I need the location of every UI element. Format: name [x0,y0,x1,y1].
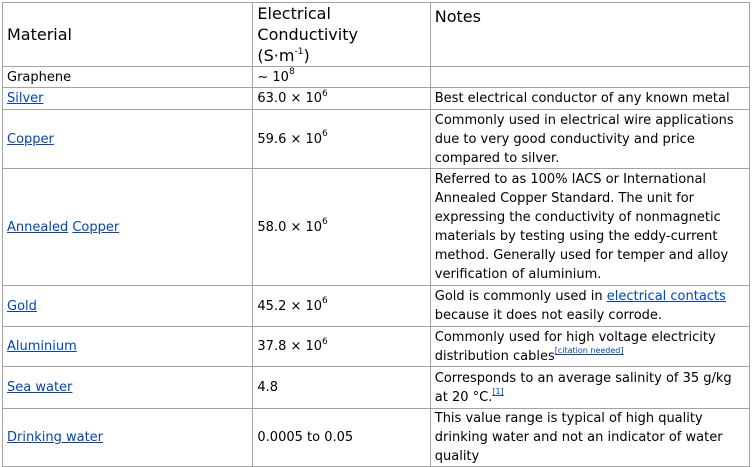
material-link-silver[interactable]: Silver [7,91,44,106]
header-material: Material [3,3,253,67]
material-cell [3,367,253,409]
table-row [3,367,750,409]
value-cell: $59.6 \times 10^6$ [253,110,430,169]
notes-cell: This value range is typical of high quality drinking water and not an indicator of water quality [430,409,749,467]
value-cell: $58.0 \times 10^6$ [253,169,430,286]
value-cell: $37.8 \times 10^6$ [253,327,430,367]
material-link-aluminium[interactable]: Aluminium [7,339,77,354]
table-row [3,169,750,286]
material-link-sea-water[interactable]: Sea water [7,380,73,395]
table-row [3,110,750,169]
material-cell: Graphene [3,67,253,88]
material-cell [3,169,253,286]
conductivity-table [2,2,750,467]
notes-cell: Referred to as 100% IACS or International Annealed Copper Standard. The unit for expressing the conductivity of nonmagnetic materials by testing using the eddy-current method. Generally used for temper and alloy verification of aluminium. [430,169,749,286]
value-cell: ~ $10^8$ [253,67,430,88]
table-row [3,409,750,467]
value-cell: $45.2 \times 10^6$ [253,286,430,327]
notes-cell: Best electrical conductor of any known metal [430,88,749,110]
material-cell [3,409,253,467]
material-cell [3,88,253,110]
notes-cell [430,67,749,88]
material-cell [3,286,253,327]
material-link-annealed[interactable]: Annealed [7,219,69,235]
notes-cell: Gold is commonly used in electrical contacts because it does not easily corrode. [430,286,749,327]
material-link-copper-2[interactable]: Copper [72,219,120,235]
value-cell: $63.0 \times 10^6$ [253,88,430,110]
notes-cell: Corresponds to an average salinity of 35 g/kg at 20 °C.[1] [430,367,749,409]
material-cell [3,327,253,367]
table-row [3,286,750,327]
header-notes: Notes [430,3,749,67]
table-row [3,67,750,88]
header-row [3,3,750,67]
table-row [3,327,750,367]
notes-cell: Commonly used for high voltage electricity distribution cables[citation needed] [430,327,749,367]
material-link-drinking-water[interactable]: Drinking water [7,430,104,445]
table-row [3,88,750,110]
electrical-contacts-link[interactable]: electrical contacts [606,289,726,304]
material-cell [3,110,253,169]
value-cell: 4.8 [253,367,430,409]
header-conductivity: Electrical Conductivity $(S\cdot m^{-1})$ [253,3,430,67]
value-cell: 0.0005 to 0.05 [253,409,430,467]
citation-link-1[interactable]: [1] [492,387,504,397]
citation-needed-link[interactable]: [citation needed] [554,346,624,356]
material-link-copper[interactable]: Copper [7,131,54,147]
notes-cell: Commonly used in electrical wire applications due to very good conductivity and price compared to silver. [430,110,749,169]
material-link-gold[interactable]: Gold [7,298,37,314]
